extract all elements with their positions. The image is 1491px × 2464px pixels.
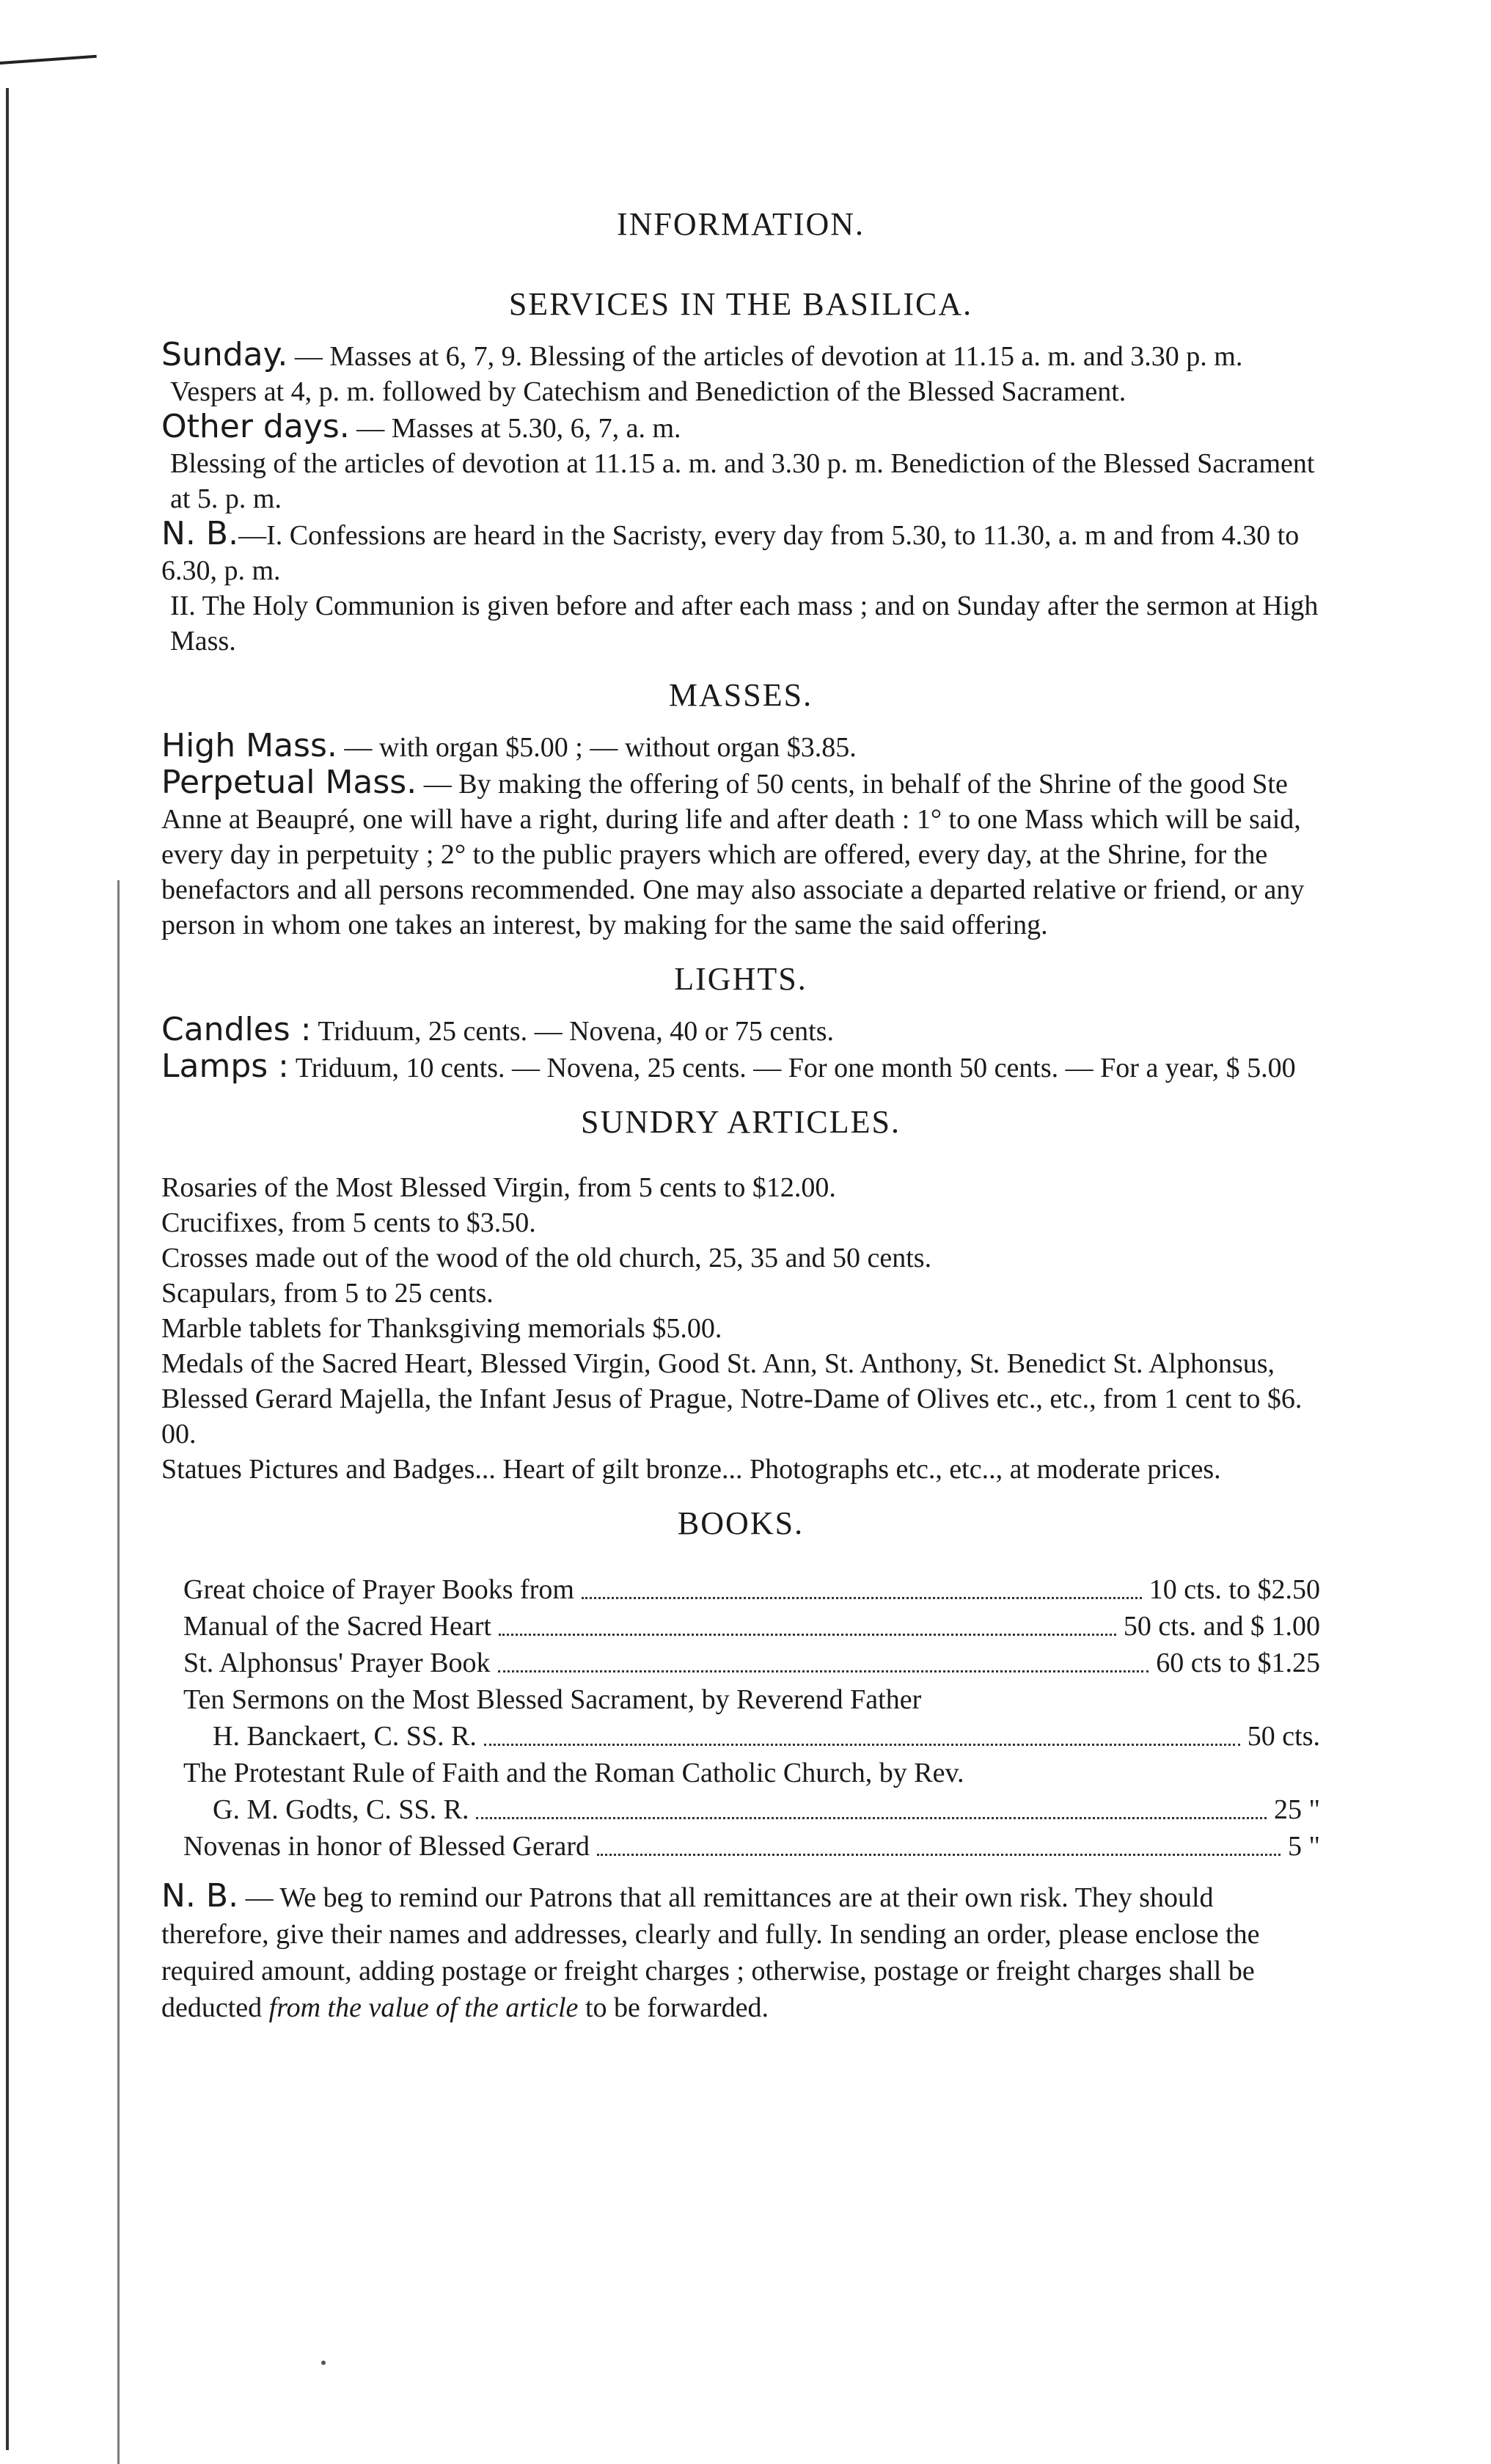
final-note-lead: N. B.	[161, 1877, 239, 1915]
sunday-lead: Sunday.	[161, 336, 288, 373]
high-mass-paragraph	[161, 728, 1320, 765]
books-heading: BOOKS.	[677, 1505, 805, 1541]
perpetual-mass-text: — By making the offering of 50 cents, in behalf of the Shrine of the good Ste Anne at Beaupré, one will have a right, during life and after death : 1° to one Mass which will be said, every day in perpetuity ; 2° to the public prayers which are offered, every day, at the Shrine, for the benefactors and all persons recommended. One may also associate a departed relative or friend, or any person in whom one takes an interest, by making for the same the said offering.	[161, 769, 1305, 940]
lamps-lead: Lamps :	[161, 1048, 290, 1085]
perpetual-mass-lead: Perpetual Mass.	[161, 764, 417, 801]
book-author: H. Banckaert, C. SS. R.	[213, 1721, 477, 1752]
sunday-paragraph	[161, 337, 1320, 374]
candles-text: Triduum, 25 cents. — Novena, 40 or 75 cents.	[311, 1016, 834, 1047]
book-price: 60 cts to $1.25	[1156, 1648, 1320, 1678]
book-price: 50 cts.	[1247, 1721, 1320, 1752]
sundry-item: Statues Pictures and Badges... Heart of gilt bronze... Photographs etc., etc.., at moderate prices.	[161, 1454, 1221, 1485]
final-note-paragraph	[161, 1878, 1320, 2026]
sundry-item: Crosses made out of the wood of the old church, 25, 35 and 50 cents.	[161, 1243, 932, 1273]
masses-heading: MASSES.	[668, 677, 813, 713]
perpetual-mass-paragraph	[161, 765, 1320, 943]
vespers-paragraph: Vespers at 4, p. m. followed by Catechism and Benediction of the Blessed Sacrament.	[170, 376, 1127, 407]
leader-dots	[582, 1597, 1142, 1599]
lamps-paragraph	[161, 1049, 1320, 1086]
book-title: Great choice of Prayer Books from	[183, 1574, 574, 1605]
sundry-item: Scapulars, from 5 to 25 cents.	[161, 1278, 494, 1309]
high-mass-text: — with organ $5.00 ; — without organ $3.85.	[337, 732, 857, 763]
nb-communion-paragraph: II. The Holy Communion is given before and after each mass ; and on Sunday after the sermon at High Mass.	[170, 591, 1319, 657]
book-price: 10 cts. to $2.50	[1149, 1574, 1320, 1605]
book-row	[161, 1645, 1320, 1681]
leader-dots	[498, 1670, 1149, 1672]
sundry-item: Medals of the Sacred Heart, Blessed Virgin, Good St. Ann, St. Anthony, St. Benedict St. Alphonsus, Blessed Gerard Majella, the Infant Jesus of Prague, Notre-Dame of Olives etc., etc., from 1 cent to $6. 00.	[161, 1348, 1303, 1449]
book-row	[161, 1571, 1320, 1608]
book-price: 25 "	[1273, 1794, 1320, 1825]
blessing-paragraph: Blessing of the articles of devotion at 11.15 a. m. and 3.30 p. m. Benediction of the Blessed Sacrament at 5. p. m.	[170, 448, 1315, 514]
book-title: St. Alphonsus' Prayer Book	[183, 1648, 491, 1678]
sundry-item: Rosaries of the Most Blessed Virgin, from 5 cents to $12.00.	[161, 1172, 836, 1203]
book-price: 5 "	[1287, 1831, 1320, 1862]
sundry-item: Marble tablets for Thanksgiving memorials $5.00.	[161, 1313, 722, 1344]
final-note-text: — We beg to remind our Patrons that all remittances are at their own risk. They should therefore, give their names and addresses, clearly and fully. In sending an order, please enclose the required amount, adding postage or freight charges ; otherwise, postage or freight charges shall be deducted	[161, 1882, 1260, 2023]
sundry-heading: SUNDRY ARTICLES.	[580, 1104, 901, 1140]
book-title: Ten Sermons on the Most Blessed Sacrament, by Reverend Father	[183, 1684, 922, 1715]
page-edge-left	[6, 88, 9, 2450]
document-body	[161, 183, 1320, 2026]
other-days-lead: Other days.	[161, 408, 350, 445]
nb-confessions-text: —I. Confessions are heard in the Sacristy, every day from 5.30, to 11.30, a. m and from 4.30 to 6.30, p. m.	[161, 520, 1300, 586]
nb-confessions-paragraph	[161, 516, 1320, 588]
nb-lead: N. B.	[161, 515, 239, 552]
other-days-paragraph	[161, 409, 1320, 446]
page-edge-top	[0, 55, 97, 65]
book-row	[161, 1608, 1320, 1645]
final-note-end: to be forwarded.	[578, 1992, 769, 2023]
book-title: Manual of the Sacred Heart	[183, 1611, 491, 1642]
other-days-text: — Masses at 5.30, 6, 7, a. m.	[349, 413, 681, 444]
high-mass-lead: High Mass.	[161, 727, 337, 764]
leader-dots	[499, 1634, 1116, 1636]
lamps-text: Triduum, 10 cents. — Novena, 25 cents. — For one month 50 cents. — For a year, $ 5.00	[289, 1053, 1296, 1083]
book-row	[161, 1718, 1320, 1755]
sunday-text: — Masses at 6, 7, 9. Blessing of the articles of devotion at 11.15 a. m. and 3.30 p. m.	[287, 341, 1243, 372]
leader-dots	[476, 1817, 1267, 1819]
book-row	[161, 1828, 1320, 1865]
book-title: Novenas in honor of Blessed Gerard	[183, 1831, 590, 1862]
page-shadow-line	[117, 880, 120, 2464]
lights-heading: LIGHTS.	[674, 961, 807, 997]
book-row	[161, 1791, 1320, 1828]
services-heading: SERVICES IN THE BASILICA.	[508, 286, 973, 322]
final-note-italic: from the value of the article	[268, 1992, 579, 2023]
candles-paragraph	[161, 1012, 1320, 1049]
book-price: 50 cts. and $ 1.00	[1123, 1611, 1320, 1642]
ink-speck	[321, 2361, 326, 2365]
leader-dots	[597, 1854, 1281, 1856]
candles-lead: Candles :	[161, 1011, 312, 1048]
book-author: G. M. Godts, C. SS. R.	[213, 1794, 469, 1825]
page-title: INFORMATION.	[616, 206, 865, 242]
leader-dots	[484, 1744, 1240, 1746]
book-title: The Protestant Rule of Faith and the Roman Catholic Church, by Rev.	[183, 1758, 964, 1788]
sundry-item: Crucifixes, from 5 cents to $3.50.	[161, 1207, 536, 1238]
